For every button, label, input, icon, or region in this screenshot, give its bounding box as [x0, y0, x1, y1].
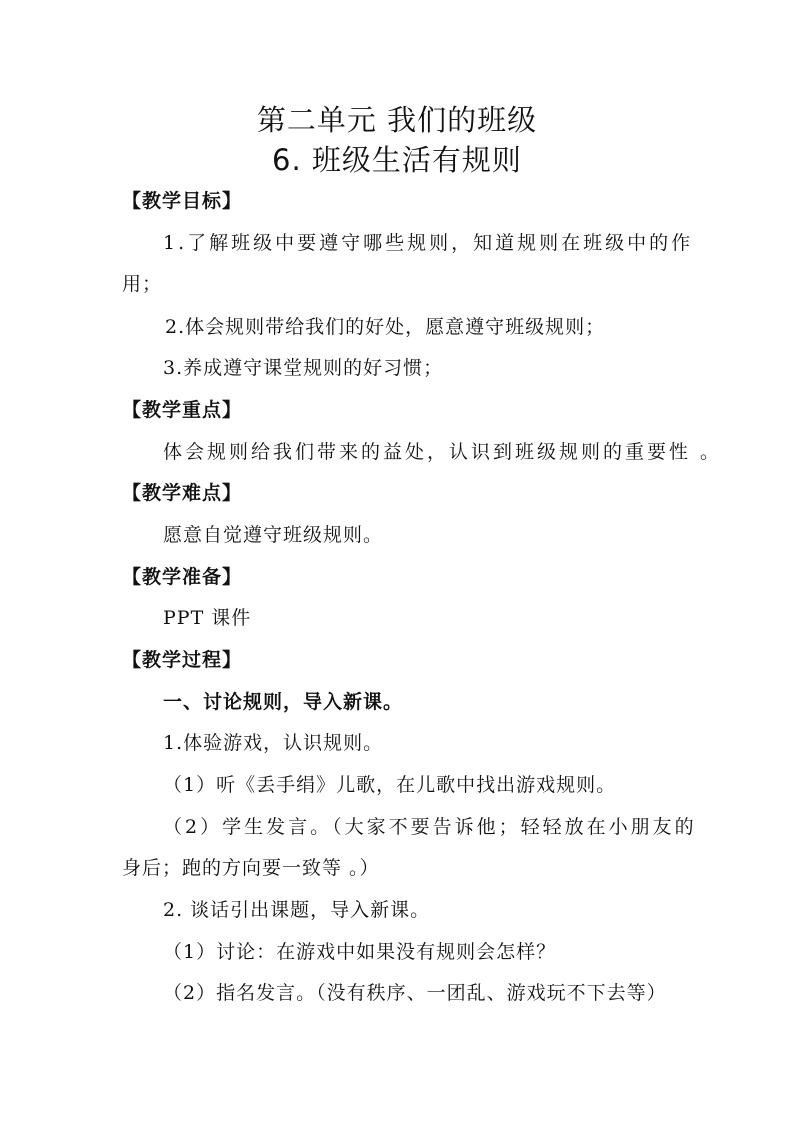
process-step-1: 1.体验游戏，认识规则。	[163, 732, 384, 754]
difficulties-heading: 【教学难点】	[122, 482, 243, 504]
process-step-1-sub-1: （1）听《丢手绢》儿歌，在儿歌中找出游戏规则。	[163, 774, 617, 796]
key-points-text: 体会规则给我们带来的益处，认识到班级规则的重要性 。	[163, 441, 723, 463]
objective-item-1-line-2: 用；	[122, 273, 163, 295]
preparation-heading: 【教学准备】	[122, 566, 243, 588]
objective-item-1-line-1: 1.了解班级中要遵守哪些规则，知道规则在班级中的作	[163, 232, 694, 254]
key-points-heading: 【教学重点】	[122, 399, 243, 421]
objective-item-3: 3.养成遵守课堂规则的好习惯；	[163, 357, 444, 379]
unit-title: 第二单元 我们的班级	[256, 103, 538, 137]
difficulties-text: 愿意自觉遵守班级规则。	[163, 524, 384, 546]
process-step-1-sub-2-line-1: （2）学生发言。（大家不要告诉他；轻轻放在小朋友的	[163, 816, 697, 838]
objectives-heading: 【教学目标】	[122, 190, 243, 212]
objective-item-2: 2.体会规则带给我们的好处，愿意遵守班级规则；	[165, 316, 606, 338]
lesson-title: 6. 班级生活有规则	[272, 143, 522, 177]
process-step-2-sub-1: （1）讨论：在游戏中如果没有规则会怎样？	[163, 941, 557, 963]
process-step-2: 2. 谈话引出课题，导入新课。	[163, 899, 431, 921]
process-part-1-title: 一、讨论规则，导入新课。	[163, 691, 404, 713]
process-step-2-sub-2: （2）指名发言。（没有秩序、一团乱、游戏玩不下去等）	[163, 982, 667, 1004]
process-step-1-sub-2-line-2: 身后；跑的方向要一致等 。）	[122, 857, 380, 879]
preparation-text: PPT 课件	[163, 607, 252, 629]
process-heading: 【教学过程】	[122, 649, 243, 671]
